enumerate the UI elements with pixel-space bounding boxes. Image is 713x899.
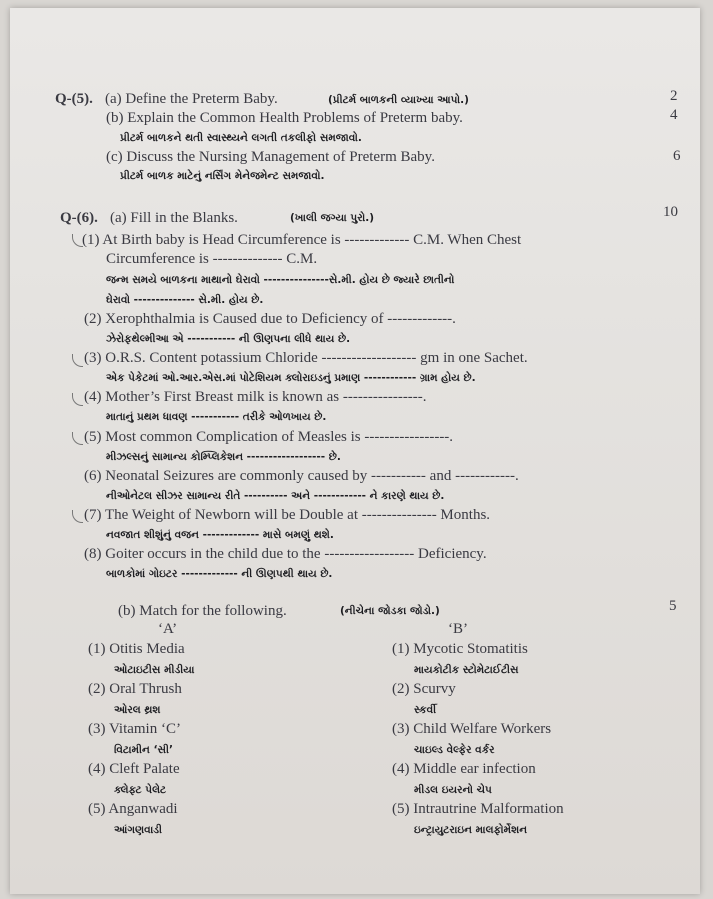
check-mark <box>72 354 83 367</box>
q6a-text: (a) Fill in the Blanks. <box>110 210 238 226</box>
q5c-marks: 6 <box>673 148 681 164</box>
match-right-3: (3) Child Welfare Workers <box>392 721 552 737</box>
q6b-marks: 5 <box>669 598 677 614</box>
q5a-marks: 2 <box>670 88 678 104</box>
blank-1-line1: (1) At Birth baby is Head Circumference is ------------- C.M. When Chest <box>82 232 522 248</box>
blank-1-gujarati-1: જન્મ સમયે બાળકના માથાનો ઘેરાવો ---------------સે.મી. હોય છે જ્યારે છાતીનો <box>106 274 455 286</box>
exam-paper <box>10 8 700 894</box>
blank-4-text: (4) Mother’s First Breast milk is known as ----------------. <box>84 389 427 405</box>
q6a-marks: 10 <box>663 204 678 220</box>
q5a-gujarati: (પ્રીટર્મ બાળકની વ્યાખ્યા આપો.) <box>328 94 469 106</box>
match-right-4: (4) Middle ear infection <box>392 761 536 777</box>
blank-1-line2: Circumference is -------------- C.M. <box>106 251 318 267</box>
blank-2-gujarati: ઝેરોફથેલ્મીઆ એ ----------- ની ઊણપના લીધે થાય છે. <box>106 333 351 345</box>
match-right-3-gujarati: ચાઇલ્ડ વેલ્ફેર વર્કર <box>414 744 495 756</box>
q5c-text: (c) Discuss the Nursing Management of Preterm Baby. <box>106 149 435 165</box>
match-right-2: (2) Scurvy <box>392 681 456 697</box>
match-left-3: (3) Vitamin ‘C’ <box>88 721 181 737</box>
match-right-4-gujarati: મીડલ ઇયરનો ચેપ <box>414 784 492 796</box>
blank-3-gujarati: એક પેકેટમાં ઓ.આર.એસ.માં પોટેશિયમ ક્લોરાઇડનું પ્રમાણ ------------ ગ્રામ હોય છે. <box>106 372 476 384</box>
match-right-1-gujarati: માયકોટીક સ્ટોમેટાઈટીસ <box>414 664 519 676</box>
match-left-2-gujarati: ઓરલ થ્રશ <box>114 704 161 716</box>
match-right-1: (1) Mycotic Stomatitis <box>392 641 528 657</box>
blank-6-gujarati: નીઓનેટલ સીઝર સામાન્ય રીતે ---------- અને ------------ ને કારણે થાય છે. <box>106 490 445 502</box>
match-left-3-gujarati: વિટામીન ‘સી’ <box>114 744 173 756</box>
match-left-5: (5) Anganwadi <box>88 801 178 817</box>
match-right-5: (5) Intrautrine Malformation <box>392 801 564 817</box>
q5-number: Q-(5). <box>55 91 93 107</box>
blank-2-text: (2) Xerophthalmia is Caused due to Deficiency of -------------. <box>84 311 456 327</box>
q5c-gujarati: પ્રીટર્મ બાળક માટેનું નર્સિંગ મેનેજમેન્ટ સમજાવો. <box>120 170 325 182</box>
check-mark <box>72 432 83 445</box>
match-left-4-gujarati: ક્લેફ્ટ પેલેટ <box>114 784 167 796</box>
q6b-text: (b) Match for the following. <box>118 603 287 619</box>
q6-number: Q-(6). <box>60 210 98 226</box>
blank-8-text: (8) Goiter occurs in the child due to the ------------------ Deficiency. <box>84 546 487 562</box>
match-left-1: (1) Otitis Media <box>88 641 185 657</box>
blank-4-gujarati: માતાનું પ્રથમ ધાવણ ----------- તરીકે ઓળખાય છે. <box>106 411 327 423</box>
blank-8-gujarati: બાળકોમાં ગોઇટર ------------- ની ઊણપથી થાય છે. <box>106 568 333 580</box>
q6a-gujarati: (ખાલી જગ્યા પુરો.) <box>290 212 375 224</box>
blank-6-text: (6) Neonatal Seizures are commonly caused by ----------- and ------------. <box>84 468 519 484</box>
blank-5-text: (5) Most common Complication of Measles is -----------------. <box>84 429 454 445</box>
blank-1-gujarati-2: ઘેરાવો -------------- સે.મી. હોય છે. <box>106 294 264 306</box>
check-mark <box>72 234 83 247</box>
q5b-text: (b) Explain the Common Health Problems of Preterm baby. <box>106 110 463 126</box>
blank-7-text: (7) The Weight of Newborn will be Double at --------------- Months. <box>84 507 491 523</box>
match-right-5-gujarati: ઇન્ટ્રાયુટરાઇન માલફોર્મેશન <box>414 824 528 836</box>
check-mark <box>72 510 83 523</box>
match-left-4: (4) Cleft Palate <box>88 761 180 777</box>
blank-3-text: (3) O.R.S. Content potassium Chloride ------------------- gm in one Sachet. <box>84 350 528 366</box>
q5a-text: (a) Define the Preterm Baby. <box>105 91 278 107</box>
column-a-heading: ‘A’ <box>158 621 178 637</box>
q5b-marks: 4 <box>670 107 678 123</box>
q5b-gujarati: પ્રીટર્મ બાળકને થતી સ્વાસ્થ્યને લગતી તકલીફો સમજાવો. <box>120 132 362 144</box>
match-right-2-gujarati: સ્કર્વી <box>414 704 437 716</box>
blank-5-gujarati: મીઝલ્સનું સામાન્ય કોમ્પ્લિકેશન ------------------ છે. <box>106 451 341 463</box>
match-left-5-gujarati: આંગણવાડી <box>114 824 163 836</box>
check-mark <box>72 393 83 406</box>
column-b-heading: ‘B’ <box>448 621 468 637</box>
match-left-2: (2) Oral Thrush <box>88 681 182 697</box>
blank-7-gujarati: નવજાત શીશુંનું વજન ------------- માસે બમણું થશે. <box>106 529 334 541</box>
match-left-1-gujarati: ઓટાઇટીસ મીડીયા <box>114 664 195 676</box>
q6b-gujarati: (નીચેના જોડકા જોડો.) <box>340 605 440 617</box>
